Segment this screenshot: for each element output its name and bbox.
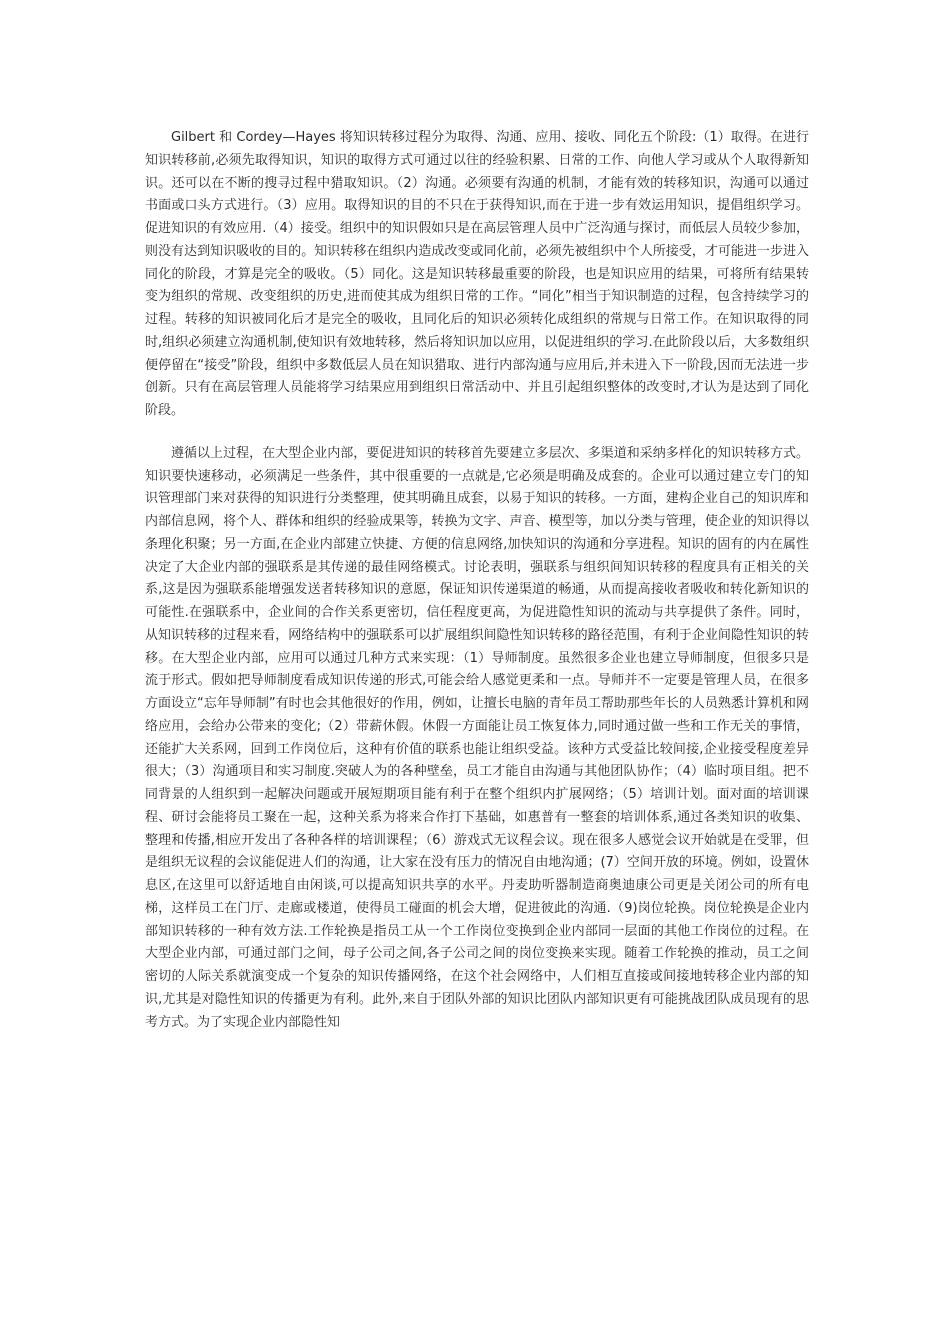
paragraph-knowledge-transfer-stages: Gilbert 和 Cordey—Hayes 将知识转移过程分为取得、沟通、应用、接收、同化五个阶段:（1）取得。在进行知识转移前,必须先取得知识，知识的取得方式可通过以往的经验积累、日常的工作、向他人学习或从个人取得新知识。还可以在不断的搜寻过程中猎取知识。（2）沟通。必须要有沟通的机制，才能有效的转移知识，沟通可以通过书面或口头方式进行。（3）应用。取得知识的目的不只在于获得知识,而在于进一步有效运用知识，提倡组织学习。促进知识的有效应用.（4）接受。组织中的知识假如只是在高层管理人员中广泛沟通与探讨，而低层人员较少参加，则没有达到知识吸收的目的。知识转移在组织内造成改变或同化前，必须先被组织中个人所接受，才可能进一步进入同化的阶段，才算是完全的吸收。（5）同化。这是知识转移最重要的阶段，也是知识应用的结果，可将所有结果转变为组织的常规、改变组织的历史,进而使其成为组织日常的工作。“同化”相当于知识制造的过程，包含持续学习的过程。转移的知识被同化后才是完全的吸收，且同化后的知识必须转化成组织的常规与日常工作。在知识取得的同时,组织必须建立沟通机制,使知识有效地转移，然后将知识加以应用，以促进组织的学习.在此阶段以后，大多数组织便停留在“接受”阶段，组织中多数低层人员在知识猎取、进行内部沟通与应用后,并未进入下一阶段,因而无法进一步创新。只有在高层管理人员能将学习结果应用到组织日常活动中、并且引起组织整体的改变时,才认为是达到了同化阶段。 — [145, 130, 809, 418]
paragraph-transfer-methods: 遵循以上过程，在大型企业内部，要促进知识的转移首先要建立多层次、多渠道和采纳多样化的知识转移方式。知识要快速移动，必须满足一些条件，其中很重要的一点就是,它必须是明确及成套的。企业可以通过建立专门的知识管理部门来对获得的知识进行分类整理，使其明确且成套，以易于知识的转移。一方面，建构企业自己的知识库和内部信息网，将个人、群体和组织的经验成果等，转换为文字、声音、模型等，加以分类与管理，使企业的知识得以条理化积聚；另一方面,在企业内部建立快捷、方便的信息网络,加快知识的沟通和分享进程。知识的固有的内在属性决定了大企业内部的强联系是其传递的最佳网络模式。讨论表明，强联系与组织间知识转移的程度具有正相关的关系,这是因为强联系能增强发送者转移知识的意愿，保证知识传递渠道的畅通，从而提高接收者吸收和转化新知识的可能性.在强联系中，企业间的合作关系更密切，信任程度更高，为促进隐性知识的流动与共享提供了条件。同时，从知识转移的过程来看，网络结构中的强联系可以扩展组织间隐性知识转移的路径范围，有利于企业间隐性知识的转移。在大型企业内部，应用可以通过几种方式来实现：（1）导师制度。虽然很多企业也建立导师制度，但很多只是流于形式。假如把导师制度看成知识传递的形式,可能会给人感觉更柔和一点。导师并不一定要是管理人员，在很多方面设立“忘年导师制”有时也会其他很好的作用，例如，让擅长电脑的青年员工帮助那些年长的人员熟悉计算机和网络应用，会给办公带来的变化;（2）带薪休假。休假一方面能让员工恢复体力,同时通过做一些和工作无关的事情，还能扩大关系网，回到工作岗位后，这种有价值的联系也能让组织受益。该种方式受益比较间接,企业接受程度差异很大；（3）沟通项目和实习制度.突破人为的各种壁垒，员工才能自由沟通与其他团队协作；（4）临时项目组。把不同背景的人组织到一起解决问题或开展短期项目能有利于在整个组织内扩展网络；（5）培训计划。面对面的培训课程、研讨会能将员工聚在一起，这种关系为将来合作打下基础，如惠普有一整套的培训体系,通过各类知识的收集、整理和传播,相应开发出了各种各样的培训课程；（6）游戏式无议程会议。现在很多人感觉会议开始就是在受罪，但是组织无议程的会议能促进人们的沟通，让大家在没有压力的情况自由地沟通；(7）空间开放的环境。例如，设置休息区,在这里可以舒适地自由闲谈,可以提高知识共享的水平。丹麦助听器制造商奥迪康公司更是关闭公司的所有电梯，这样员工在门厅、走廊或楼道，使得员工碰面的机会大增，促进彼此的沟通.（9)岗位轮换。岗位轮换是企业内部知识转移的一种有效方法.工作轮换是指员工从一个工作岗位变换到企业内部同一层面的其他工作岗位的过程。在大型企业内部，可通过部门之间，母子公司之间,各子公司之间的岗位变换来实现。随着工作轮换的推动，员工之间密切的人际关系就演变成一个复杂的知识传播网络，在这个社会网络中，人们相互直接或间接地转移企业内部的知识,尤其是对隐性知识的传播更为有利。此外,来自于团队外部的知识比团队内部知识更有可能挑战团队成员现有的思考方式。为了实现企业内部隐性知 — [145, 445, 809, 1030]
document-body — [145, 127, 809, 1034]
